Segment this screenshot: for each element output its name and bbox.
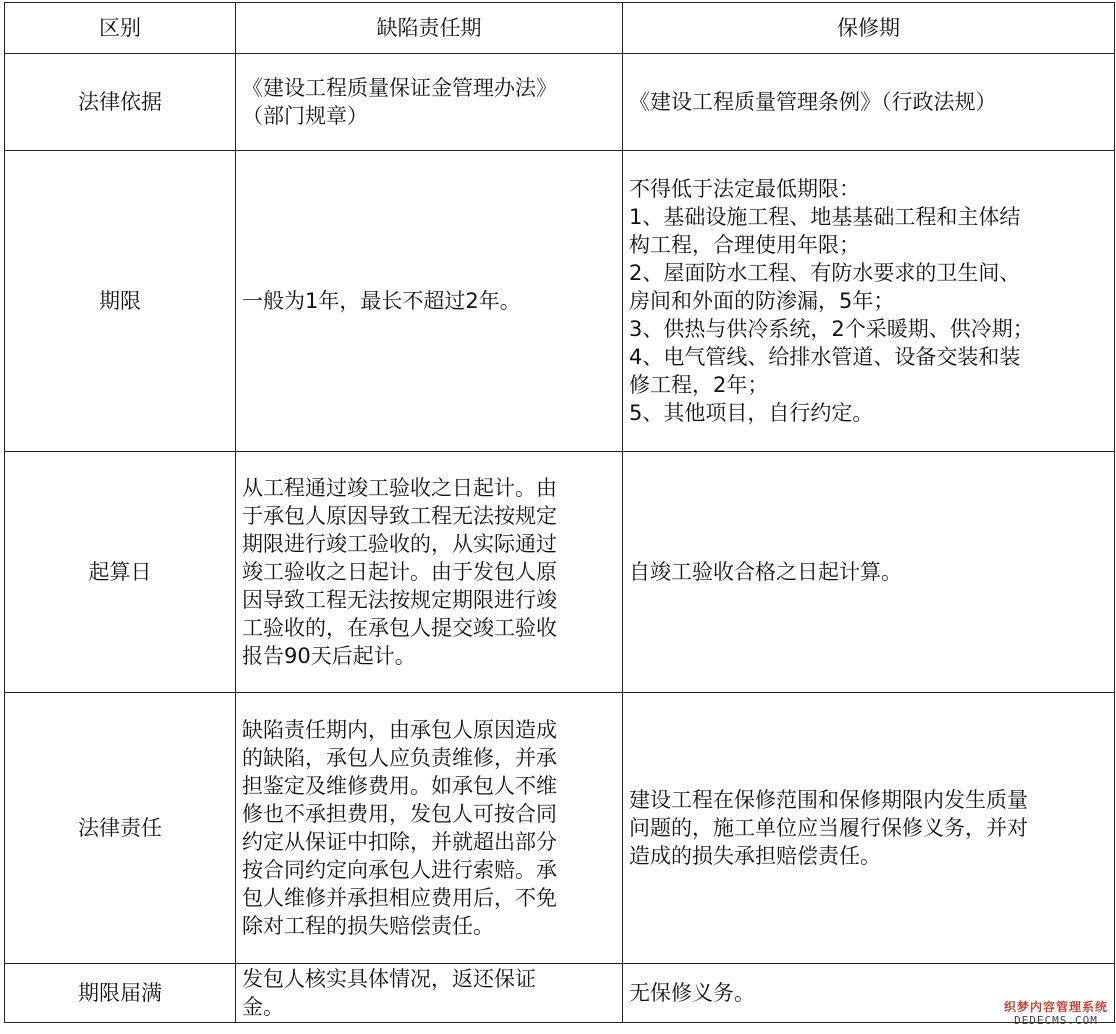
row-label-legal-liability: 法律责任	[5, 693, 236, 964]
text-line: 的缺陷，承包人应负责维修，并承	[242, 746, 557, 770]
text-line: 问题的，施工单位应当履行保修义务，并对	[629, 816, 1028, 840]
text-line: 报告90天后起计。	[242, 644, 416, 668]
text-line: 修也不承担费用，发包人可按合同	[242, 802, 557, 826]
defect-legal-basis	[236, 54, 623, 151]
header-warranty-period: 保修期	[623, 3, 1115, 54]
text-line: 建设工程在保修范围和保修期限内发生质量	[629, 788, 1028, 812]
header-defect-liability-period: 缺陷责任期	[236, 3, 623, 54]
text-line: 造成的损失承担赔偿责任。	[629, 844, 881, 868]
text-line: 于承包人原因导致工程无法按规定	[242, 504, 557, 528]
row-label-expiry: 期限届满	[5, 964, 236, 1023]
table-row-legal-liability	[5, 693, 1115, 964]
text-line: 包人维修并承担相应费用后，不免	[242, 886, 557, 910]
row-label-period: 期限	[5, 151, 236, 452]
text-line: 修工程，2年；	[629, 373, 769, 397]
text-line: 1、基础设施工程、地基基础工程和主体结	[629, 205, 1021, 229]
text-line: 除对工程的损失赔偿责任。	[242, 914, 494, 938]
text-line: 期限进行竣工验收的，从实际通过	[242, 532, 557, 556]
text-line: 竣工验收之日起计。由于发包人原	[242, 560, 557, 584]
text-line: 约定从保证中扣除，并就超出部分	[242, 830, 557, 854]
header-row	[5, 3, 1115, 54]
warranty-legal-basis: 《建设工程质量管理条例》（行政法规）	[623, 54, 1115, 151]
warranty-period	[623, 151, 1115, 452]
comparison-table	[4, 2, 1115, 1023]
text-line: 4、电气管线、给排水管道、设备交装和装	[629, 345, 1021, 369]
text-line: 金。	[242, 995, 284, 1019]
text-line: 《建设工程质量保证金管理办法》	[242, 76, 557, 100]
text-line: 担鉴定及维修费用。如承包人不维	[242, 774, 557, 798]
defect-start-date	[236, 452, 623, 693]
text-line: （部门规章）	[242, 104, 368, 128]
text-line: 3、供热与供冷系统，2个采暖期、供冷期；	[629, 317, 1034, 341]
watermark-domain: DEDECMS.COM	[1014, 1014, 1098, 1027]
text-line: 因导致工程无法按规定期限进行竣	[242, 588, 557, 612]
table-row-start-date	[5, 452, 1115, 693]
warranty-legal-liability	[623, 693, 1115, 964]
table-row-expiry	[5, 964, 1115, 1023]
text-line: 5、其他项目，自行约定。	[629, 401, 874, 425]
defect-expiry	[236, 964, 623, 1023]
row-label-start-date: 起算日	[5, 452, 236, 693]
watermark-title: 织梦内容管理系统	[1003, 1000, 1108, 1014]
text-line: 按合同约定向承包人进行索赔。承	[242, 858, 557, 882]
defect-legal-liability	[236, 693, 623, 964]
header-difference: 区别	[5, 3, 236, 54]
text-line: 工验收的，在承包人提交竣工验收	[242, 616, 557, 640]
defect-period: 一般为1年，最长不超过2年。	[236, 151, 623, 452]
text-line: 发包人核实具体情况，返还保证	[242, 967, 536, 991]
text-line: 从工程通过竣工验收之日起计。由	[242, 476, 557, 500]
table-row-legal-basis	[5, 54, 1115, 151]
text-line: 2、屋面防水工程、有防水要求的卫生间、	[629, 261, 1021, 285]
text-line: 构工程，合理使用年限；	[629, 233, 860, 257]
table-row-period	[5, 151, 1115, 452]
warranty-expiry: 无保修义务。	[623, 964, 1115, 1023]
text-line: 缺陷责任期内，由承包人原因造成	[242, 718, 557, 742]
site-watermark	[1004, 1001, 1108, 1026]
text-line: 房间和外面的防渗漏，5年；	[629, 289, 895, 313]
row-label-legal-basis: 法律依据	[5, 54, 236, 151]
text-line: 不得低于法定最低期限：	[629, 177, 860, 201]
warranty-start-date: 自竣工验收合格之日起计算。	[623, 452, 1115, 693]
